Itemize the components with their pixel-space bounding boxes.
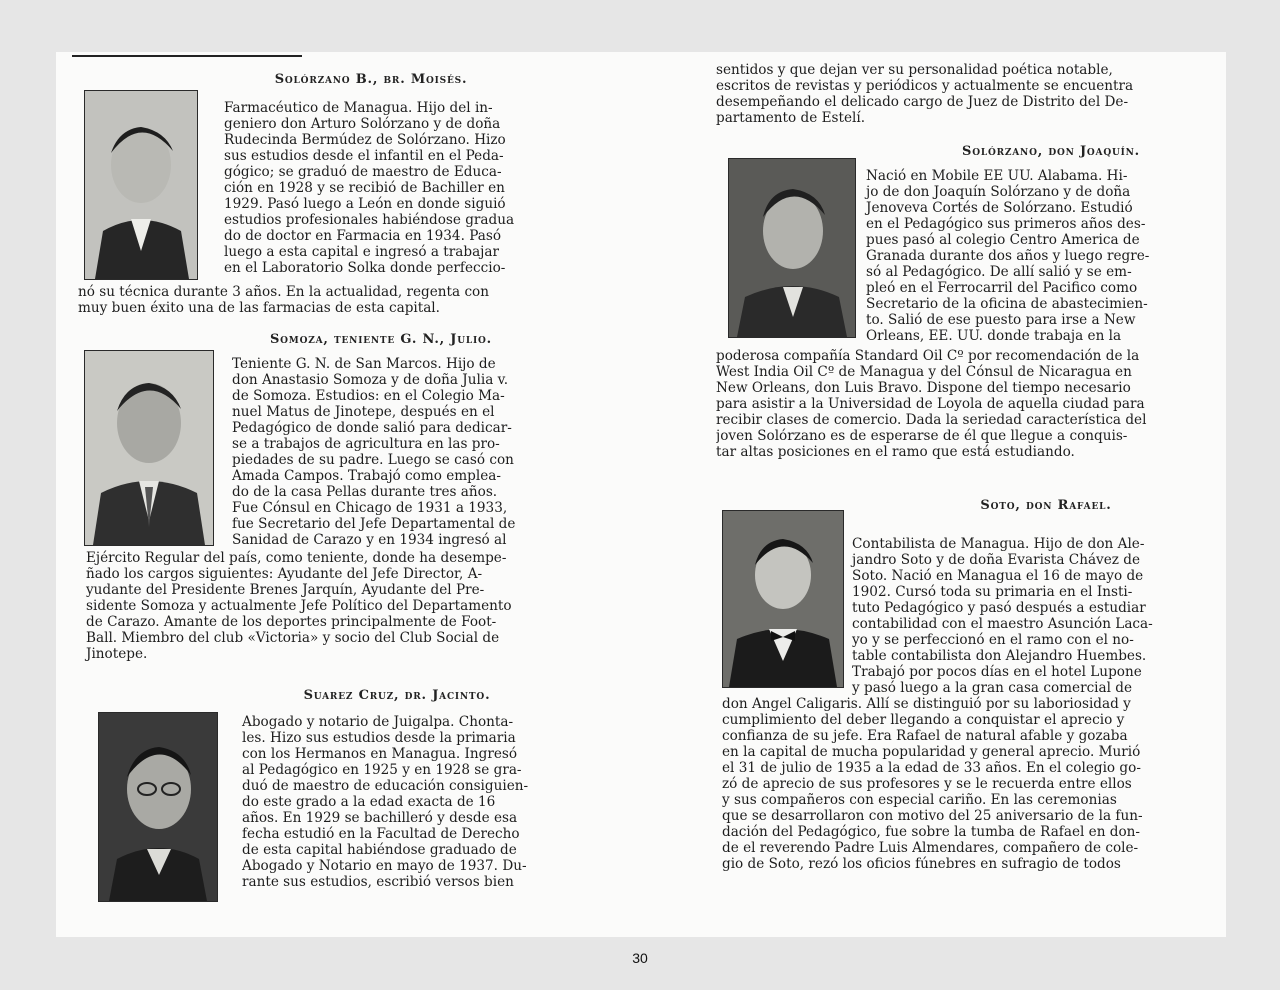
entry-text-solorzano-joaquin-full [716,348,1222,460]
page-number: 30 [632,950,648,966]
text-line: en el Pedagógico sus primeros años des- [866,216,1146,232]
scanned-page-spread [56,52,1226,937]
text-line: só al Pedagógico. De allí salió y se em- [866,264,1132,280]
entry-heading-solorzano-moises: Solórzano B., br. Moisés. [274,72,468,87]
text-line: yudante del Presidente Brenes Jarquín, Ayudante del Pre- [86,582,485,598]
entry-text-somoza-julio-full [86,550,542,662]
text-line: muy buen éxito una de las farmacias de esta capital. [78,300,440,316]
text-line: gógico; se graduó de maestro de Educa- [224,164,502,180]
text-line: partamento de Estelí. [716,110,866,126]
text-line: 1929. Pasó luego a León en donde siguió [224,196,506,212]
continuation-text [716,62,1216,126]
text-line: Secretario de la oficina de abastecimien- [866,296,1148,312]
entry-heading-somoza-julio: Somoza, teniente G. N., Julio. [269,332,493,347]
portrait-photo-solorzano-moises [84,90,198,280]
text-line: y sus compañeros con especial cariño. En las ceremonias [722,792,1117,808]
text-line: jo de don Joaquín Solórzano y de doña [866,184,1131,200]
text-line: en la capital de mucha popularidad y general aprecio. Murió [722,744,1141,760]
text-line: Abogado y Notario en mayo de 1937. Du- [242,858,527,874]
text-line: duó de maestro de educación consiguien- [242,778,529,794]
text-line: se a trabajos de agricultura en las pro- [232,436,500,452]
text-line: Farmacéutico de Managua. Hijo del in- [224,100,493,116]
text-line: recibir clases de comercio. Dada la seriedad característica del [716,412,1147,428]
text-line: Ball. Miembro del club «Victoria» y socio del Club Social de [86,630,500,646]
text-line: poderosa compañía Standard Oil Cº por recomendación de la [716,348,1140,364]
text-line: rante sus estudios, escribió versos bien [242,874,514,890]
text-line: de el reverendo Padre Luis Almendares, compañero de cole- [722,840,1139,856]
text-line: les. Hizo sus estudios desde la primaria [242,730,516,746]
text-line: Abogado y notario de Juigalpa. Chonta- [242,714,514,730]
portrait-image [729,159,855,337]
text-line: New Orleans, don Luis Bravo. Dispone del tiempo necesario [716,380,1131,396]
text-line: do de la casa Pellas durante tres años. [232,484,498,500]
left-page [56,52,556,937]
text-line: do este grado a la edad exacta de 16 [242,794,496,810]
portrait-photo-solorzano-joaquin [728,158,856,338]
text-line: jandro Soto y de doña Evarista Chávez de [852,552,1141,568]
text-line: tar altas posiciones en el ramo que está estudiando. [716,444,1075,460]
text-line: tuto Pedagógico y pasó después a estudiar [852,600,1146,616]
top-rule [72,55,302,57]
entry-text-soto-rafael-full [722,696,1222,872]
text-line: Soto. Nació en Managua el 16 de mayo de [852,568,1144,584]
text-line: Trabajó por pocos días en el hotel Lupone [852,664,1142,680]
text-line: 1902. Cursó toda su primaria en el Insti- [852,584,1133,600]
text-line: Teniente G. N. de San Marcos. Hijo de [232,356,496,372]
text-line: y pasó luego a la gran casa comercial de [852,680,1133,696]
portrait-image [85,351,213,545]
portrait-image [85,91,197,279]
text-line: ción en 1928 y se recibió de Bachiller en [224,180,505,196]
entry-heading-suarez-jacinto: Suarez Cruz, dr. Jacinto. [303,688,491,703]
entry-text-suarez-jacinto-beside [242,714,542,890]
text-line: escritos de revistas y periódicos y actualmente se encuentra [716,78,1134,94]
portrait-photo-suarez-jacinto [98,712,218,902]
text-line: piedades de su padre. Luego se casó con [232,452,514,468]
text-line: Amada Campos. Trabajó como emplea- [232,468,501,484]
text-line: Jenoveva Cortés de Solórzano. Estudió [866,200,1133,216]
text-line: con los Hermanos en Managua. Ingresó [242,746,518,762]
text-line: contabilidad con el maestro Asunción Laca- [852,616,1153,632]
entry-text-solorzano-moises-beside [224,100,534,276]
text-line: West India Oil Cº de Managua y del Cónsul de Nicaragua en [716,364,1132,380]
text-line: sentidos y que dejan ver su personalidad poética notable, [716,62,1113,78]
entry-text-soto-rafael-beside [852,536,1222,696]
portrait-image [723,511,843,687]
text-line: Sanidad de Carazo y en 1934 ingresó al [232,532,507,548]
text-line: de esta capital habiéndose graduado de [242,842,517,858]
text-line: Orleans, EE. UU. donde trabaja en la [866,328,1122,344]
text-line: joven Solórzano es de esperarse de él que llegue a conquis- [716,428,1128,444]
entry-heading-soto-rafael: Soto, don Rafael. [980,498,1112,513]
text-line: don Anastasio Somoza y de doña Julia v. [232,372,509,388]
text-line: sus estudios desde el infantil en el Peda- [224,148,504,164]
text-line: Granada durante dos años y luego regre- [866,248,1150,264]
text-line: Rudecinda Bermúdez de Solórzano. Hizo [224,132,506,148]
text-line: geniero don Arturo Solórzano y de doña [224,116,501,132]
text-line: de Somoza. Estudios: en el Colegio Ma- [232,388,505,404]
entry-text-solorzano-joaquin-beside [866,168,1222,344]
text-line: que se desarrollaron con motivo del 25 aniversario de la fun- [722,808,1143,824]
text-line: dación del Pedagógico, fue sobre la tumba de Rafael en don- [722,824,1141,840]
text-line: do de doctor en Farmacia en 1934. Pasó [224,228,502,244]
text-line: Nació en Mobile EE UU. Alabama. Hi- [866,168,1128,184]
text-line: luego a esta capital e ingresó a trabajar [224,244,500,260]
portrait-photo-somoza-julio [84,350,214,546]
text-line: Jinotepe. [86,646,148,662]
text-line: Contabilista de Managua. Hijo de don Ale- [852,536,1145,552]
text-line: Fue Cónsul en Chicago de 1931 a 1933, [232,500,508,516]
text-line: de Carazo. Amante de los deportes principalmente de Foot- [86,614,497,630]
text-line: pues pasó al colegio Centro America de [866,232,1140,248]
text-line: to. Salió de ese puesto para irse a New [866,312,1136,328]
text-line: ñado los cargos siguientes: Ayudante del Jefe Director, A- [86,566,483,582]
text-line: pleó en el Ferrocarril del Pacifico como [866,280,1138,296]
text-line: Ejército Regular del país, como teniente, donde ha desempe- [86,550,507,566]
right-page [716,52,1226,937]
text-line: al Pedagógico en 1925 y en 1928 se gra- [242,762,522,778]
text-line: sidente Somoza y actualmente Jefe Político del Departamento [86,598,512,614]
text-line: cumplimiento del deber llegando a conquistar el aprecio y [722,712,1125,728]
text-line: table contabilista don Alejandro Huembes. [852,648,1147,664]
text-line: el 31 de julio de 1935 a la edad de 33 años. En el colegio go- [722,760,1141,776]
entry-text-somoza-julio-beside [232,356,538,548]
text-line: nuel Matus de Jinotepe, después en el [232,404,495,420]
text-line: años. En 1929 se bachilleró y desde esa [242,810,518,826]
entry-heading-solorzano-joaquin: Solórzano, don Joaquín. [962,144,1140,159]
text-line: confianza de su jefe. Era Rafael de natural afable y gozaba [722,728,1128,744]
portrait-image [99,713,217,901]
text-line: yo y se perfeccionó en el ramo con el no- [852,632,1134,648]
text-line: fecha estudió en la Facultad de Derecho [242,826,520,842]
text-line: zó de aprecio de sus profesores y se le recuerda entre ellos [722,776,1132,792]
text-line: nó su técnica durante 3 años. En la actualidad, regenta con [78,284,489,300]
text-line: gio de Soto, rezó los oficios fúnebres en sufragio de todos [722,856,1121,872]
text-line: don Angel Caligaris. Allí se distinguió por su laboriosidad y [722,696,1131,712]
portrait-photo-soto-rafael [722,510,844,688]
text-line: para asistir a la Universidad de Loyola de aquella ciudad para [716,396,1145,412]
entry-text-solorzano-moises-full [78,284,538,316]
text-line: fue Secretario del Jefe Departamental de [232,516,516,532]
text-line: Pedagógico de donde salió para dedicar- [232,420,512,436]
text-line: en el Laboratorio Solka donde perfeccio- [224,260,506,276]
text-line: desempeñando el delicado cargo de Juez de Distrito del De- [716,94,1129,110]
text-line: estudios profesionales habiéndose gradua [224,212,515,228]
